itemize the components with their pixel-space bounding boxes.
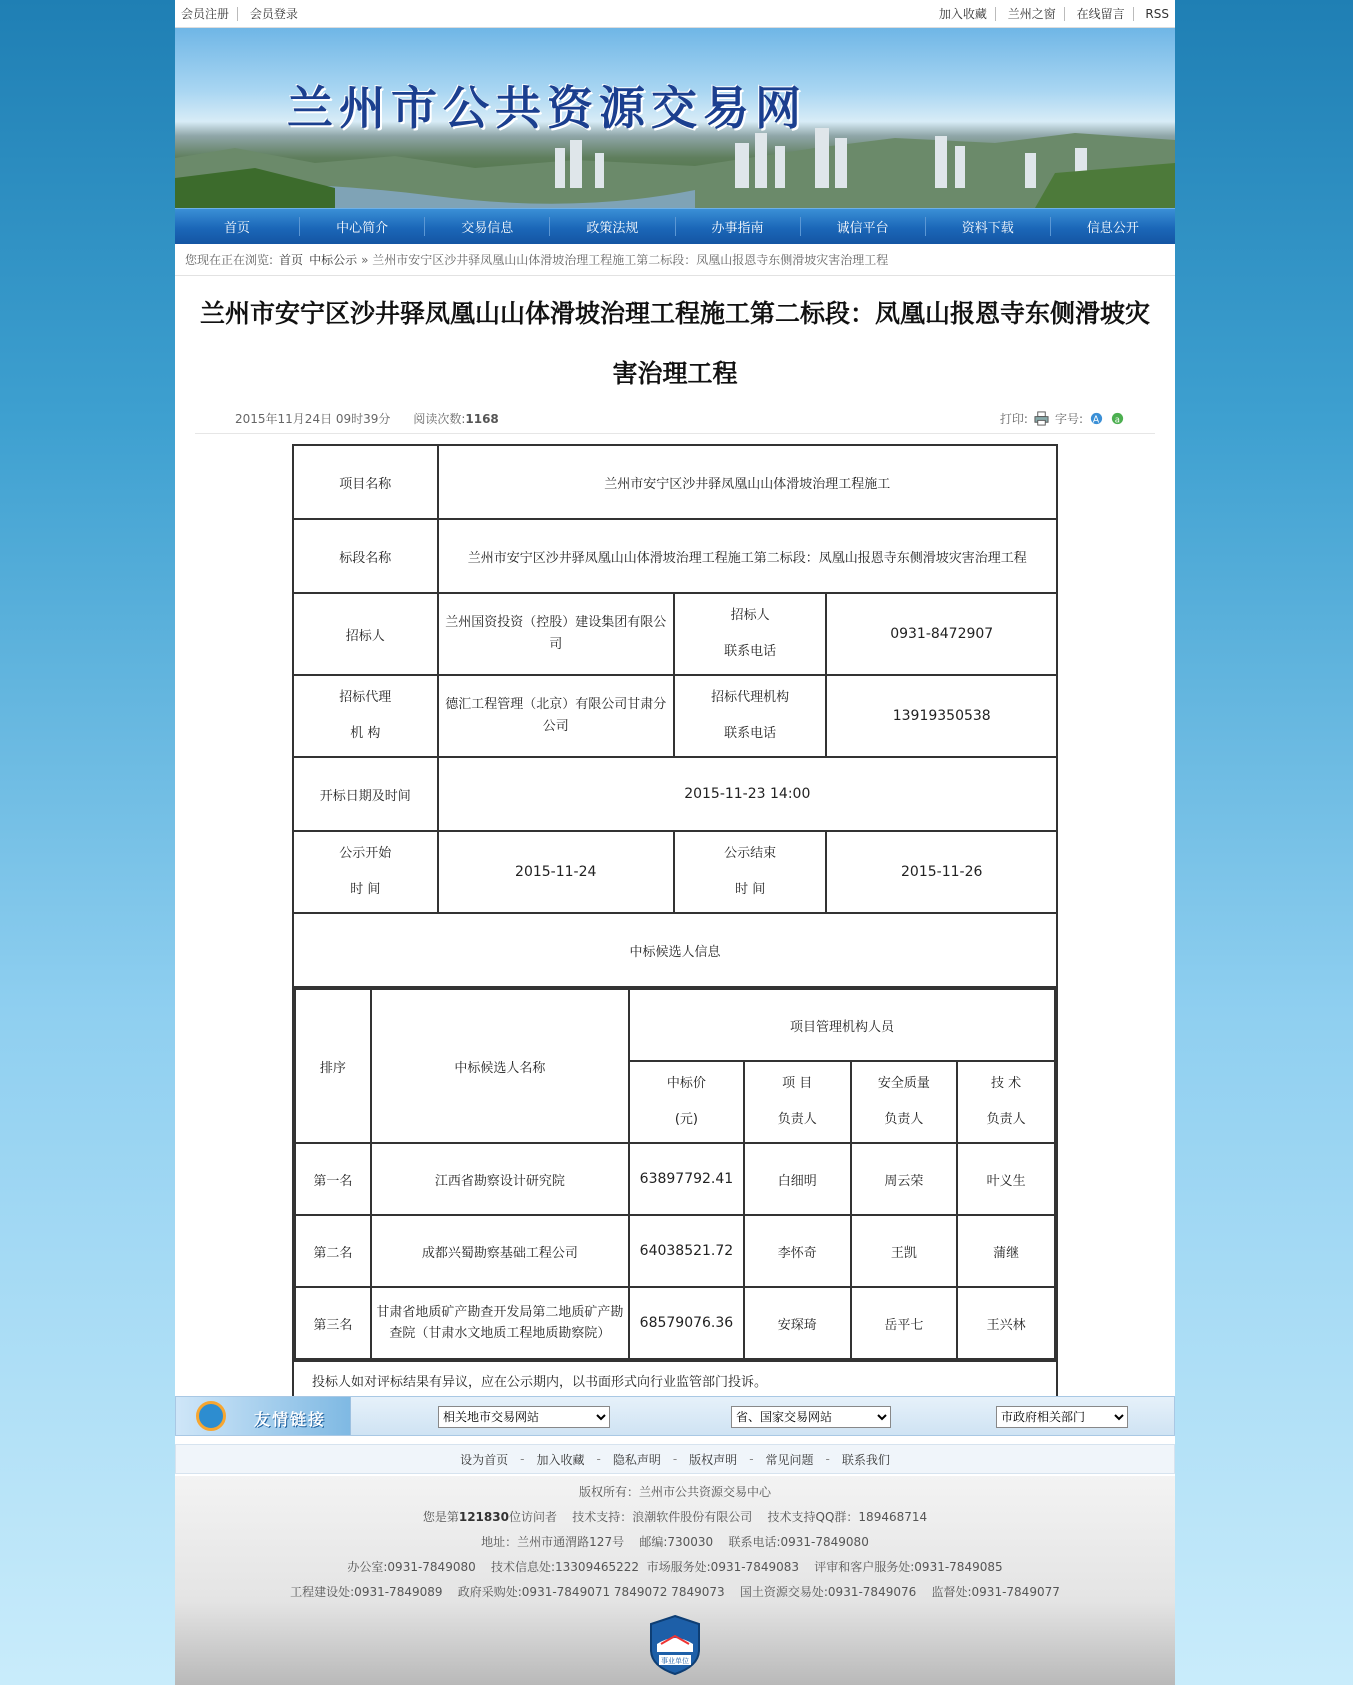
nav-item-about[interactable]: 中心简介 [300,217,425,236]
publish-date: 2015年11月24日 09时39分 [235,412,391,426]
reads-label: 阅读次数: [413,412,466,426]
article-meta [195,404,1155,434]
header-staff: 项目管理机构人员 [629,989,1055,1061]
agency-phone-value: 13919350538 [826,675,1057,757]
tenderer-phone-value: 0931-8472907 [826,593,1057,675]
footer-phones-line1: 办公室:0931-7849080 技术信息处:13309465222 市场服务处:0931-7849083 评审和客户服务处:0931-7849085 [347,1560,1003,1574]
header-tech-line1: 技 术 [991,1076,1022,1091]
national-sites-select[interactable] [731,1406,891,1428]
pub-end-label-line1: 公示结束 [724,846,777,861]
breadcrumb-home[interactable]: 首页 [279,253,304,267]
table-row [293,519,1057,593]
row-pm: 白细明 [744,1143,851,1215]
tenderer-phone-label-line2: 联系电话 [724,644,777,659]
friend-links-logo [176,1397,351,1435]
header-pm-line1: 项 目 [782,1076,813,1091]
set-homepage-link[interactable]: 设为首页 [460,1452,509,1467]
page-title: 兰州市安宁区沙井驿凤凰山山体滑坡治理工程施工第二标段：凤凰山报恩寺东侧滑坡灾害治理工程 [199,299,1150,388]
contact-link[interactable]: 联系我们 [841,1452,890,1467]
nav-item-guide[interactable]: 办事指南 [676,217,801,236]
font-decrease-icon[interactable] [1110,411,1125,426]
badge-text: 事业单位 [661,1657,689,1665]
table-row [293,675,1057,757]
visitors-count: 121830 [458,1510,509,1524]
row-name: 成都兴蜀勘察基础工程公司 [371,1215,629,1287]
header-price-line2: (元) [674,1112,698,1127]
agency-value: 德汇工程管理（北京）有限公司甘肃分公司 [438,675,674,757]
project-name-value: 兰州市安宁区沙井驿凤凰山山体滑坡治理工程施工 [438,445,1057,519]
table-header-row [295,989,1055,1061]
public-institution-badge-icon[interactable] [649,1614,701,1676]
city-sites-select[interactable] [438,1406,610,1428]
nav-item-trade-info[interactable]: 交易信息 [425,217,550,236]
article-content [175,434,1175,1428]
header-pm-line2: 负责人 [777,1112,817,1127]
pub-end-label [674,831,827,913]
tech-support: 技术支持：浪潮软件股份有限公司 [572,1510,753,1524]
row-tech: 王兴林 [957,1287,1055,1359]
footer-zip: 邮编:730030 [639,1535,714,1549]
row-price: 63897792.41 [629,1143,744,1215]
row-tech: 蒲继 [957,1215,1055,1287]
row-rank: 第二名 [295,1215,371,1287]
row-rank: 第一名 [295,1143,371,1215]
rss-link[interactable]: RSS [1145,7,1169,21]
pub-end-label-line2: 时 间 [735,882,766,897]
nav-item-credit[interactable]: 诚信平台 [801,217,926,236]
row-pm: 安琛琦 [744,1287,851,1359]
table-row [293,445,1057,519]
footer-address: 地址：兰州市通渭路127号 [481,1535,625,1549]
row-safety: 岳平七 [851,1287,958,1359]
qq-group: 技术支持QQ群：189468714 [767,1510,928,1524]
header-safety-line2: 负责人 [884,1112,924,1127]
row-pm: 李怀奇 [744,1215,851,1287]
candidates-table [294,988,1056,1360]
tenderer-value: 兰州国资投资（控股）建设集团有限公司 [438,593,674,675]
header-rank: 排序 [295,989,371,1143]
visitors-prefix: 您是第 [422,1510,459,1524]
table-row [293,987,1057,1361]
candidates-title: 中标候选人信息 [293,913,1057,987]
footer-favorite-link[interactable]: 加入收藏 [536,1452,585,1467]
agency-phone-label-line1: 招标代理机构 [711,690,790,705]
footer-phones-line2: 工程建设处:0931-7849089 政府采购处:0931-7849071 7849072 7849073 国土资源交易处:0931-7849076 监督处:0931-7849077 [290,1585,1060,1599]
row-name: 江西省勘察设计研究院 [371,1143,629,1215]
font-increase-icon[interactable] [1089,411,1104,426]
breadcrumb [175,244,1175,276]
open-time-value: 2015-11-23 14:00 [438,757,1057,831]
footer-visitors-line [175,1505,1175,1530]
page [175,0,1175,1685]
font-size-label: 字号: [1054,412,1083,426]
agency-label-line2: 机 构 [350,726,381,741]
lanzhou-window-link[interactable]: 兰州之窗 [1007,7,1056,21]
pub-start-label-line2: 时 间 [350,882,381,897]
table-row [293,913,1057,987]
visitors-suffix: 位访问者 [508,1510,557,1524]
svg-text:A: A [1092,414,1100,426]
top-left-links [181,5,298,22]
footer-copyright: 版权所有：兰州市公共资源交易中心 [578,1485,771,1499]
project-name-label: 项目名称 [293,445,438,519]
top-right-links [939,5,1169,22]
agency-label-line1: 招标代理 [339,690,392,705]
nav-item-disclosure[interactable]: 信息公开 [1086,221,1139,236]
header-pm [744,1061,851,1143]
reads-count: 1168 [465,412,499,426]
privacy-link[interactable]: 隐私声明 [612,1452,661,1467]
breadcrumb-section[interactable]: 中标公示 [309,253,358,267]
tenderer-phone-label [674,593,827,675]
footer-address-line [175,1530,1175,1555]
header-tech [957,1061,1055,1143]
nav-item-policy[interactable]: 政策法规 [550,217,675,236]
main-nav [175,208,1175,244]
table-row [295,1287,1055,1359]
row-price: 68579076.36 [629,1287,744,1359]
pub-start-label [293,831,438,913]
row-safety: 王凯 [851,1215,958,1287]
site-banner [175,28,1175,208]
add-favorite-link[interactable]: 加入收藏 [938,7,987,21]
header-safety [851,1061,958,1143]
table-row [293,831,1057,913]
online-message-link[interactable]: 在线留言 [1076,7,1125,21]
print-icon[interactable] [1034,411,1049,426]
footer-links: 设为首页 - 加入收藏 - 隐私声明 - 版权声明 - 常见问题 - 联系我们 [175,1444,1175,1474]
table-row [293,757,1057,831]
faq-link[interactable]: 常见问题 [765,1452,814,1467]
agency-phone-label-line2: 联系电话 [724,726,777,741]
friend-links-title: 友情链接 [254,1410,327,1429]
tenderer-phone-label-line1: 招标人 [730,608,770,623]
login-link[interactable]: 会员登录 [249,7,298,21]
header-safety-line1: 安全质量 [877,1076,930,1091]
header-price [629,1061,744,1143]
open-time-label: 开标日期及时间 [293,757,438,831]
article-tools [1000,410,1125,427]
pub-end-value: 2015-11-26 [826,831,1057,913]
section-name-value: 兰州市安宁区沙井驿凤凰山山体滑坡治理工程施工第二标段：凤凰山报恩寺东侧滑坡灾害治理工程 [438,519,1057,593]
svg-text:a: a [1114,414,1120,425]
copyright-link[interactable]: 版权声明 [689,1452,738,1467]
print-label: 打印: [999,412,1028,426]
friend-links-icon [196,1401,226,1431]
table-row [293,593,1057,675]
row-safety: 周云荣 [851,1143,958,1215]
site-title: 兰州市公共资源交易网 [287,81,807,135]
agency-phone-label [674,675,827,757]
row-name: 甘肃省地质矿产勘查开发局第二地质矿产勘查院（甘肃水文地质工程地质勘察院） [371,1287,629,1359]
pub-start-label-line1: 公示开始 [339,846,392,861]
header-price-line1: 中标价 [666,1076,706,1091]
friend-links-bar [175,1396,1175,1436]
table-row [295,1143,1055,1215]
pub-start-value: 2015-11-24 [438,831,674,913]
header-name: 中标候选人名称 [371,989,629,1143]
footer-phone: 联系电话:0931-7849080 [728,1535,869,1549]
row-price: 64038521.72 [629,1215,744,1287]
nav-item-home[interactable]: 首页 [175,217,300,236]
site-footer [175,1476,1175,1685]
register-link[interactable]: 会员注册 [181,7,230,21]
header-tech-line2: 负责人 [986,1112,1026,1127]
agency-label [293,675,438,757]
complaint-note-line1: 投标人如对评标结果有异议，应在公示期内，以书面形式向行业监管部门投诉。 [312,1375,768,1390]
section-name-label: 标段名称 [293,519,438,593]
gov-depts-select[interactable] [996,1406,1128,1428]
breadcrumb-prefix: 您现在正在浏览: [185,253,274,267]
table-row [295,1215,1055,1287]
bid-info-table [292,444,1058,1428]
top-bar [175,0,1175,28]
tenderer-label: 招标人 [293,593,438,675]
row-rank: 第三名 [295,1287,371,1359]
breadcrumb-current: » 兰州市安宁区沙井驿凤凰山山体滑坡治理工程施工第二标段：凤凰山报恩寺东侧滑坡灾害治理工程 [361,253,889,267]
nav-item-downloads[interactable]: 资料下载 [926,217,1051,236]
row-tech: 叶义生 [957,1143,1055,1215]
